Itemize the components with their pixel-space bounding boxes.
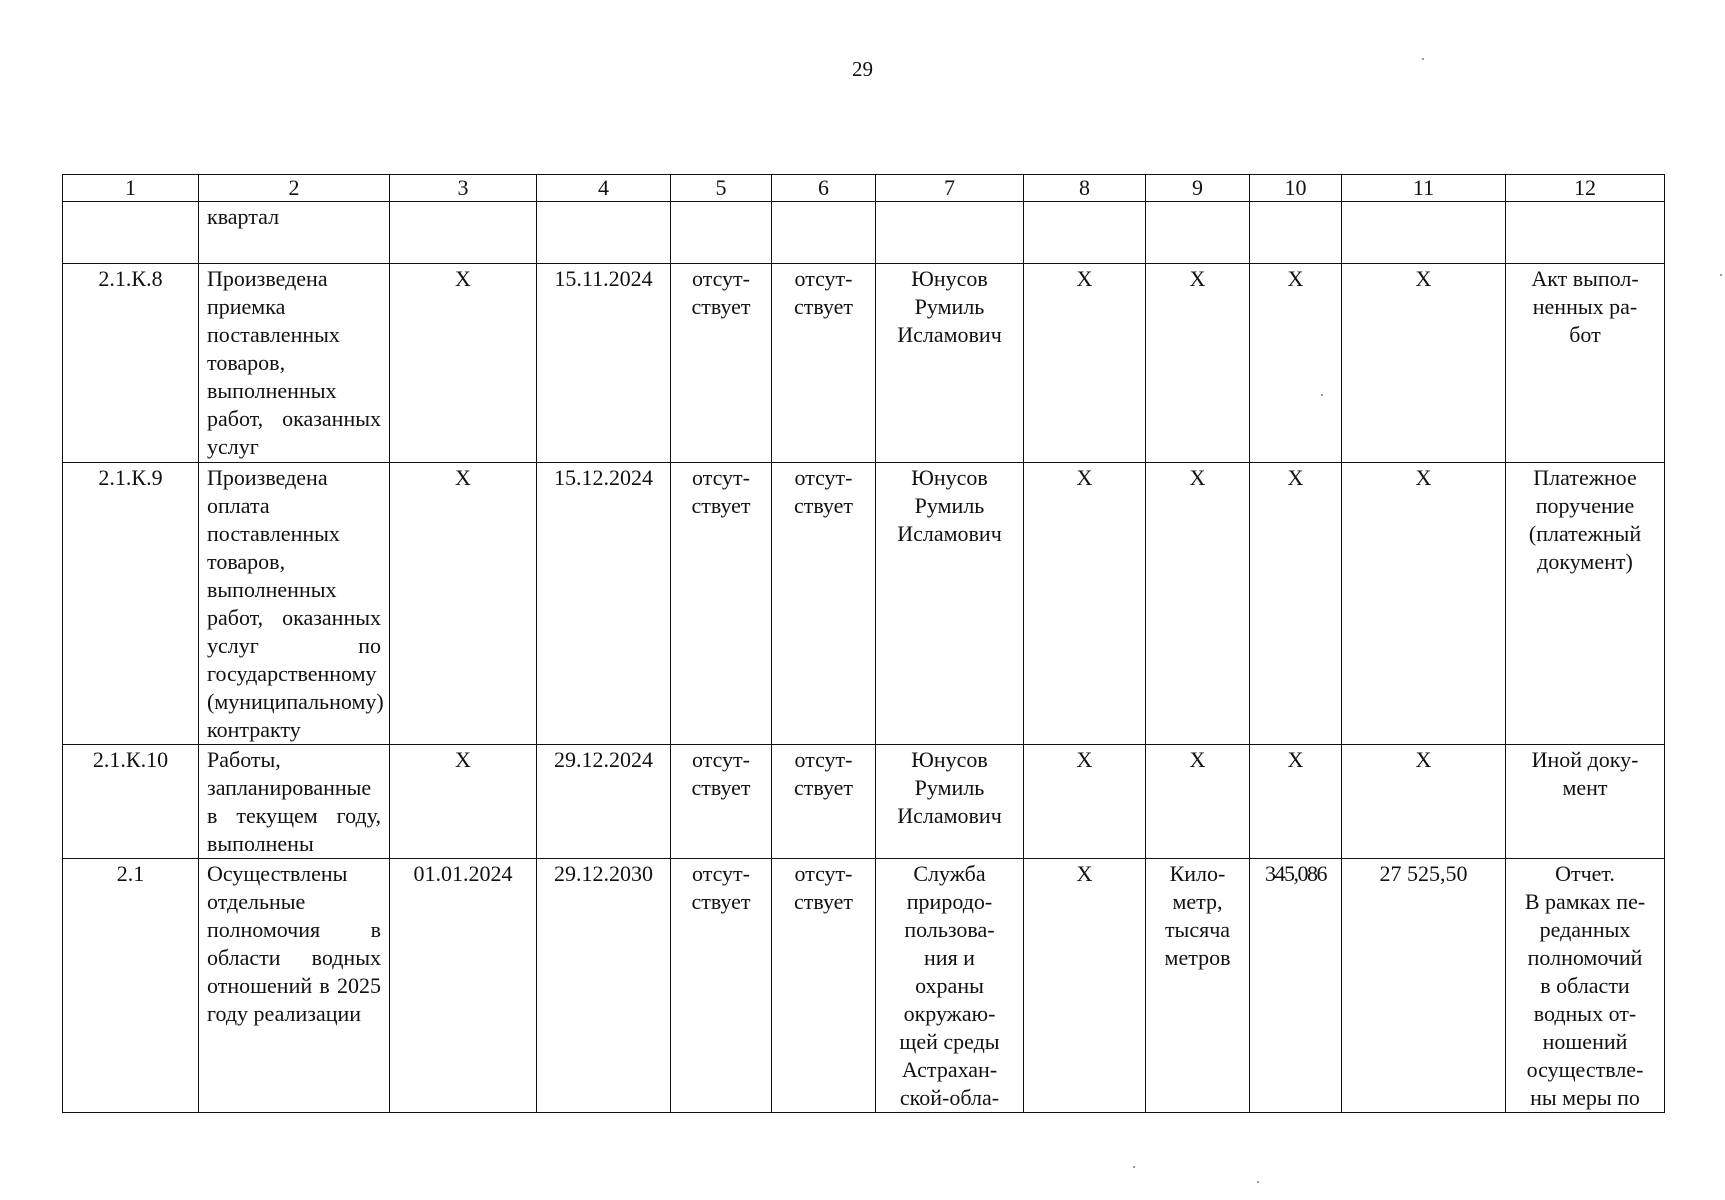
cell-col10 [1250,202,1342,264]
cell-col12 [1506,202,1665,264]
column-number-header: 6 [772,175,876,202]
cell-description: Осуществлены отдельные полномочия в области водных отношений в 2025 году реализации [199,859,390,1113]
table-row [63,202,1665,264]
cell-start-date: X [390,264,537,463]
cell-value: 345,086 [1250,859,1342,1113]
cell-col5: отсут- ствует [691,861,751,914]
cell-amount: X [1342,463,1506,745]
cell-description [199,202,390,264]
cell-end-date: 15.12.2024 [537,463,671,745]
cell-number [63,202,199,264]
cell-responsible: Юнусов Румиль Исламович [897,747,1002,828]
column-number-header: 3 [390,175,537,202]
scan-speck [1133,1166,1135,1168]
plan-table [62,174,1665,1113]
cell-description: Работы, запланированные в текущем году, выполнены [199,745,390,859]
cell-col6: отсут- ствует [793,465,854,518]
cell-col4 [537,202,671,264]
cell-end-date: 29.12.2030 [537,859,671,1113]
table-row [63,463,1665,745]
cell-col5: отсут- ствует [691,266,751,319]
column-number-header: 5 [671,175,772,202]
cell-col9 [1146,202,1250,264]
cell-col5 [671,202,772,264]
table-row [63,264,1665,463]
cell-col8: X [1024,463,1146,745]
cell-col6: отсут- ствует [793,747,854,800]
cell-col3 [390,202,537,264]
cell-description: Произведена оплата поставленных товаров, выполненных работ, оказанных услуг по государственному (муниципальному) контракту [199,463,390,745]
cell-number: 2.1 [63,859,199,1113]
column-number-header: 1 [63,175,199,202]
cell-document: Акт выпол- ненных ра- бот [1531,266,1639,347]
cell-start-date: X [390,463,537,745]
cell-responsible: Юнусов Румиль Исламович [897,465,1002,546]
cell-document: Платежное поручение (платежный документ) [1528,465,1642,574]
cell-start-date: 01.01.2024 [390,859,537,1113]
cell-col5: отсут- ствует [691,465,751,518]
column-number-header: 10 [1250,175,1342,202]
cell-col8: X [1024,745,1146,859]
cell-col8: X [1024,859,1146,1113]
cell-value: X [1250,463,1342,745]
cell-col5: отсут- ствует [691,747,751,800]
cell-col6 [772,202,876,264]
cell-amount: 27 525,50 [1342,859,1506,1113]
cell-end-date: 29.12.2024 [537,745,671,859]
cell-col6: отсут- ствует [793,266,854,319]
cell-number: 2.1.К.8 [63,264,199,463]
cell-responsible: Юнусов Румиль Исламович [897,266,1002,347]
cell-unit: Кило- метр, тысяча метров [1164,861,1231,970]
cell-col11 [1342,202,1506,264]
page-number: 29 [852,57,873,81]
cell-unit: X [1146,463,1250,745]
cell-value: X [1250,745,1342,859]
column-number-header: 4 [537,175,671,202]
cell-col6: отсут- ствует [793,861,854,914]
cell-unit: X [1146,264,1250,463]
cell-amount: X [1342,745,1506,859]
scan-speck [1321,394,1323,396]
table-row [63,859,1665,1113]
cell-responsible: Служба природо- пользова- ния и охраны окружаю- щей среды Астрахан- ской-обла- [899,861,1000,1110]
column-number-header: 8 [1024,175,1146,202]
scan-speck [1257,1181,1259,1183]
cell-description: Произведена приемка поставленных товаров, выполненных работ, оказанных услуг [199,264,390,463]
table-header-row [63,175,1665,202]
cell-number: 2.1.К.9 [63,463,199,745]
description-text: квартал [207,204,280,229]
column-number-header: 2 [199,175,390,202]
column-number-header: 12 [1506,175,1665,202]
cell-col7 [876,202,1024,264]
cell-end-date: 15.11.2024 [537,264,671,463]
scan-speck [1720,274,1722,276]
cell-number: 2.1.К.10 [63,745,199,859]
table-row [63,745,1665,859]
cell-start-date: X [390,745,537,859]
cell-unit: X [1146,745,1250,859]
column-number-header: 9 [1146,175,1250,202]
column-number-header: 7 [876,175,1024,202]
cell-document: Иной доку- мент [1531,747,1639,800]
column-number-header: 11 [1342,175,1506,202]
cell-col8 [1024,202,1146,264]
cell-amount: X [1342,264,1506,463]
scan-speck [1422,58,1424,60]
cell-document: Отчет. В рамках пе- реданных полномочий в области водных от- ношений осуществле- ны меры по [1524,861,1646,1110]
cell-col8: X [1024,264,1146,463]
cell-value: X [1250,264,1342,463]
